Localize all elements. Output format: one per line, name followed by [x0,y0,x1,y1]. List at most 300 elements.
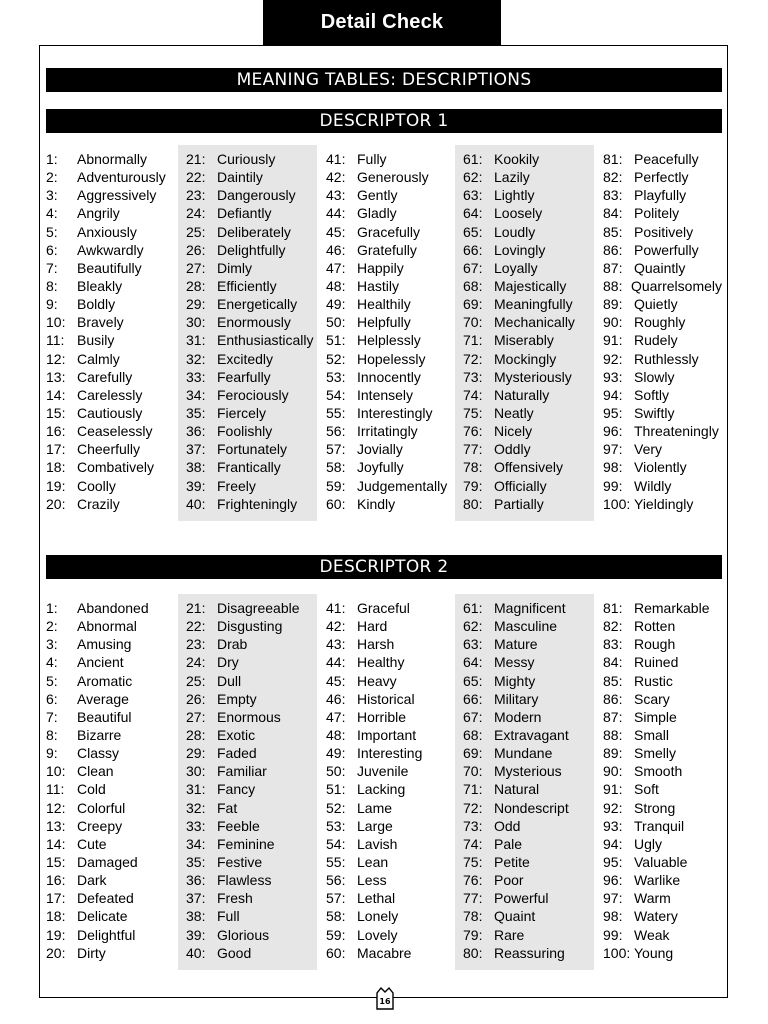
entry-number: 68: [463,278,483,295]
entry-word: Small [634,727,670,744]
list-item [595,762,722,780]
list-item [318,368,453,386]
entry-word: Dry [217,654,239,671]
entry-number: 22: [186,169,206,186]
entry-word: Offensively [494,459,563,476]
entry-word: Perfectly [634,169,689,186]
entry-number: 80: [463,495,483,512]
list-item [46,762,176,780]
entry-number: 8: [46,278,58,295]
entry-number: 50: [326,314,346,331]
entry-number: 32: [186,799,206,816]
list-item [318,889,453,907]
list-item [46,726,176,744]
entry-word: Anxiously [77,223,137,240]
list-item [46,653,176,671]
entry-word: Drab [217,636,248,653]
list-item [318,350,453,368]
entry-number: 19: [46,477,66,494]
entry-word: Naturally [494,386,550,403]
list-item [178,762,317,780]
entry-word: Abandoned [77,600,149,617]
list-item [595,817,722,835]
list-item [318,799,453,817]
list-item [595,944,722,962]
entry-number: 59: [326,477,346,494]
entry-number: 82: [603,618,623,635]
list-item [178,259,317,277]
list-item [318,259,453,277]
entry-word: Less [357,872,387,889]
entry-number: 18: [46,459,66,476]
list-item [178,708,317,726]
entry-word: Swiftly [634,405,675,422]
list-item [595,186,722,204]
entry-word: Rustic [634,672,673,689]
list-item [318,241,453,259]
list-item [318,422,453,440]
entry-word: Very [634,441,663,458]
list-item [318,495,453,513]
list-item [318,944,453,962]
entry-word: Healthy [357,654,405,671]
list-item [595,871,722,889]
entry-word: Mundane [494,745,553,762]
entry-number: 12: [46,350,66,367]
entry-number: 48: [326,278,346,295]
entry-word: Flawless [217,872,272,889]
entry-number: 28: [186,727,206,744]
list-item [46,853,176,871]
list-item [46,368,176,386]
entry-number: 77: [463,441,483,458]
entry-number: 25: [186,223,206,240]
entry-word: Helplessly [357,332,421,349]
entry-word: Enormous [217,708,281,725]
entry-word: Horrible [357,708,407,725]
entry-word: Damaged [77,854,138,871]
entry-word: Fully [357,151,387,168]
entry-word: Dark [77,872,107,889]
entry-number: 55: [326,854,346,871]
entry-number: 43: [326,636,346,653]
list-item [595,223,722,241]
list-item [46,495,176,513]
entry-word: Smelly [634,745,677,762]
entry-word: Judgementally [357,477,448,494]
entry-number: 84: [603,205,623,222]
list-item [46,817,176,835]
entry-number: 69: [463,296,483,313]
entry-number: 55: [326,405,346,422]
entry-word: Macabre [357,944,412,961]
list-item [178,653,317,671]
list-item [46,277,176,295]
entry-number: 90: [603,314,623,331]
list-item [455,926,594,944]
entry-number: 10: [46,314,66,331]
list-item [46,204,176,222]
entry-word: Powerful [494,890,549,907]
entry-word: Excitedly [217,350,274,367]
entry-number: 2: [46,618,58,635]
entry-number: 51: [326,781,346,798]
entry-number: 19: [46,926,66,943]
entry-number: 30: [186,314,206,331]
entry-word: Gladly [357,205,397,222]
entry-word: Peacefully [634,151,699,168]
entry-number: 85: [603,672,623,689]
entry-number: 39: [186,477,206,494]
list-item [178,295,317,313]
entry-word: Extravagant [494,727,569,744]
entry-number: 87: [603,259,623,276]
entry-word: Warlike [634,872,681,889]
descriptor2-column-5 [595,594,722,970]
entry-number: 47: [326,259,346,276]
entry-word: Frighteningly [217,495,298,512]
list-item [178,871,317,889]
entry-word: Jovially [357,441,403,458]
entry-number: 56: [326,423,346,440]
entry-number: 44: [326,654,346,671]
entry-word: Coolly [77,477,116,494]
entry-number: 39: [186,926,206,943]
descriptor2-column-1 [46,594,176,970]
list-item [46,617,176,635]
list-item [178,422,317,440]
entry-number: 11: [46,781,65,798]
list-item [318,599,453,617]
entry-word: Clean [77,763,114,780]
entry-number: 95: [603,854,623,871]
list-item [595,386,722,404]
list-item [455,295,594,313]
list-item [46,295,176,313]
entry-word: Busily [77,332,115,349]
list-item [595,477,722,495]
entry-number: 78: [463,908,483,925]
entry-word: Good [217,944,252,961]
entry-number: 59: [326,926,346,943]
entry-word: Energetically [217,296,298,313]
entry-number: 26: [186,241,206,258]
entry-word: Roughly [634,314,686,331]
entry-word: Calmly [77,350,120,367]
list-item [46,386,176,404]
list-item [318,744,453,762]
entry-number: 73: [463,368,483,385]
list-item [46,635,176,653]
entry-number: 1: [46,151,58,168]
list-item [46,599,176,617]
entry-word: Beautiful [77,708,132,725]
list-item [178,817,317,835]
list-item [455,944,594,962]
entry-word: Powerfully [634,241,699,258]
list-item [318,204,453,222]
entry-number: 83: [603,187,623,204]
entry-word: Gratefully [357,241,417,258]
entry-word: Feeble [217,817,260,834]
entry-word: Weak [634,926,670,943]
list-item [46,690,176,708]
entry-word: Graceful [357,600,410,617]
list-item [46,150,176,168]
entry-word: Delightfully [217,241,286,258]
list-item [318,477,453,495]
list-item [595,495,722,513]
entry-word: Remarkable [634,600,710,617]
entry-number: 100: [603,944,631,961]
list-item [46,799,176,817]
entry-word: Rotten [634,618,676,635]
list-item [46,708,176,726]
entry-number: 100: [603,495,631,512]
entry-number: 63: [463,187,483,204]
list-item [318,150,453,168]
entry-number: 99: [603,926,623,943]
entry-number: 17: [46,441,66,458]
list-item [595,708,722,726]
entry-word: Officially [494,477,547,494]
descriptor1-column-5 [595,145,722,521]
entry-word: Neatly [494,405,534,422]
entry-word: Carelessly [77,386,143,403]
entry-number: 36: [186,872,206,889]
entry-number: 77: [463,890,483,907]
descriptor-1-header [46,109,722,133]
entry-word: Bizarre [77,727,122,744]
list-item [595,617,722,635]
entry-number: 36: [186,423,206,440]
entry-word: Slowly [634,368,675,385]
entry-word: Historical [357,690,415,707]
entry-word: Frantically [217,459,281,476]
descriptor2-column-4 [455,594,594,970]
section-title-bar [46,68,722,92]
list-item [455,708,594,726]
list-item [455,835,594,853]
list-item [455,440,594,458]
entry-number: 81: [603,151,623,168]
entry-word: Intensely [357,386,414,403]
entry-word: Lame [357,799,393,816]
entry-number: 32: [186,350,206,367]
entry-number: 12: [46,799,66,816]
list-item [455,368,594,386]
entry-word: Aromatic [77,672,133,689]
entry-word: Important [357,727,417,744]
list-item [595,672,722,690]
entry-word: Lethal [357,890,396,907]
entry-number: 67: [463,708,483,725]
entry-word: Simple [634,708,677,725]
list-item [46,458,176,476]
entry-word: Dimly [217,259,252,276]
list-item [595,889,722,907]
list-item [455,458,594,476]
entry-number: 53: [326,817,346,834]
entry-word: Aggressively [77,187,157,204]
entry-word: Threateningly [634,423,719,440]
entry-number: 11: [46,332,65,349]
list-item [46,871,176,889]
entry-number: 38: [186,908,206,925]
entry-number: 78: [463,459,483,476]
entry-word: Large [357,817,393,834]
entry-word: Smooth [634,763,683,780]
list-item [178,277,317,295]
entry-number: 42: [326,618,346,635]
entry-word: Mature [494,636,538,653]
entry-word: Lovely [357,926,398,943]
page-number-badge [373,985,397,1011]
entry-word: Playfully [634,187,687,204]
list-item [46,744,176,762]
entry-word: Cute [77,835,107,852]
entry-word: Tranquil [634,817,685,834]
entry-number: 58: [326,459,346,476]
entry-number: 90: [603,763,623,780]
list-item [455,599,594,617]
list-item [178,744,317,762]
entry-word: Innocently [357,368,421,385]
entry-word: Yieldingly [634,495,694,512]
entry-word: Colorful [77,799,126,816]
entry-number: 13: [46,368,66,385]
list-item [178,726,317,744]
entry-word: Scary [634,690,670,707]
entry-word: Fearfully [217,368,271,385]
entry-number: 61: [463,151,483,168]
entry-word: Gently [357,187,398,204]
list-item [455,690,594,708]
entry-number: 96: [603,423,623,440]
list-item [595,744,722,762]
entry-number: 87: [603,708,623,725]
entry-number: 4: [46,654,58,671]
list-item [595,150,722,168]
entry-word: Reassuring [494,944,565,961]
descriptor-2-header [46,555,722,579]
entry-word: Disgusting [217,618,283,635]
list-item [46,422,176,440]
list-item [455,241,594,259]
list-item [318,690,453,708]
entry-word: Cautiously [77,405,143,422]
entry-word: Warm [634,890,671,907]
entry-word: Watery [634,908,678,925]
entry-word: Adventurously [77,169,166,186]
list-item [178,944,317,962]
entry-number: 49: [326,296,346,313]
entry-word: Angrily [77,205,120,222]
list-item [455,422,594,440]
descriptor-1-title: DESCRIPTOR 1 [319,111,449,131]
entry-number: 7: [46,259,58,276]
list-item [46,331,176,349]
entry-number: 96: [603,872,623,889]
list-item [178,477,317,495]
list-item [595,726,722,744]
entry-number: 41: [326,151,346,168]
entry-word: Dirty [77,944,106,961]
entry-word: Softly [634,386,670,403]
entry-word: Happily [357,259,404,276]
list-item [178,186,317,204]
list-item [455,853,594,871]
entry-number: 65: [463,223,483,240]
list-item [46,889,176,907]
entry-number: 53: [326,368,346,385]
entry-word: Lean [357,854,389,871]
list-item [46,835,176,853]
entry-word: Quietly [634,296,678,313]
entry-number: 92: [603,799,623,816]
list-item [595,241,722,259]
entry-number: 82: [603,169,623,186]
entry-number: 8: [46,727,58,744]
entry-word: Juvenile [357,763,409,780]
entry-word: Defiantly [217,205,272,222]
list-item [595,204,722,222]
entry-number: 14: [46,386,66,403]
entry-word: Poor [494,872,524,889]
entry-word: Boldly [77,296,116,313]
entry-word: Valuable [634,854,688,871]
entry-word: Empty [217,690,257,707]
entry-word: Positively [634,223,694,240]
list-item [595,440,722,458]
entry-word: Quaint [494,908,536,925]
entry-number: 50: [326,763,346,780]
entry-number: 93: [603,368,623,385]
entry-word: Wildly [634,477,672,494]
entry-number: 3: [46,187,58,204]
entry-number: 72: [463,799,483,816]
entry-word: Lightly [494,187,535,204]
detail-check-tab [263,0,501,45]
page-number: 16 [379,997,391,1006]
list-item [178,368,317,386]
entry-number: 13: [46,817,66,834]
list-item [595,799,722,817]
entry-word: Mighty [494,672,536,689]
list-item [595,907,722,925]
entry-word: Young [634,944,674,961]
entry-word: Deliberately [217,223,291,240]
list-item [595,599,722,617]
list-item [178,780,317,798]
descriptor-2-title: DESCRIPTOR 2 [319,557,449,577]
list-item [178,440,317,458]
list-item [455,617,594,635]
entry-word: Miserably [494,332,554,349]
list-item [455,223,594,241]
entry-word: Delightful [77,926,136,943]
entry-number: 21: [186,151,206,168]
entry-word: Modern [494,708,542,725]
entry-number: 37: [186,441,206,458]
entry-number: 54: [326,386,346,403]
list-item [318,653,453,671]
entry-number: 5: [46,672,58,689]
list-item [455,635,594,653]
entry-number: 81: [603,600,623,617]
entry-number: 79: [463,926,483,943]
list-item [595,350,722,368]
